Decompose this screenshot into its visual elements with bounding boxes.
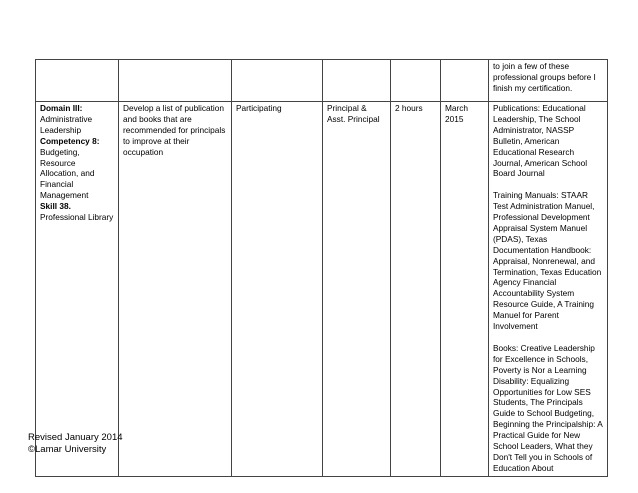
- domain-name: Administrative Leadership: [40, 113, 93, 135]
- activity-cell: [119, 102, 232, 477]
- collaborator-cell: [323, 102, 391, 477]
- resources-continuation: to join a few of these professional groups before I finish my certification.: [493, 61, 596, 93]
- table-cell: [323, 60, 391, 102]
- time-text: 2 hours: [395, 103, 423, 113]
- resources-publications: Publications: Educational Leadership, The School Administrator, NASSP Bulletin, American Educational Research Journal, American School Board Journal: [493, 103, 588, 179]
- footer-revised: Revised January 2014: [28, 432, 123, 443]
- standard-cell: [36, 102, 119, 477]
- resources-manuals: Training Manuals: STAAR Test Administration Manuel, Professional Development Appraisal System Manuel (PDAS), Texas Documentation Handbook: Appraisal, Nonrenewal, and Termination, Texas Education Agency Financial Accountability System Resource Guide, A Training Manuel for Parent Involvement: [493, 190, 602, 332]
- competency-title: Competency 8:: [40, 135, 100, 146]
- date-text: March 2015: [445, 103, 469, 124]
- resources-cell: [489, 102, 608, 477]
- table-cell: [391, 60, 441, 102]
- paragraph-gap: [493, 332, 603, 343]
- footer-copyright: ©Lamar University: [28, 444, 107, 455]
- skill-name: Professional Library: [40, 212, 114, 223]
- competency-name: Budgeting, Resource Allocation, and Financial Management: [40, 146, 95, 201]
- role-cell: [232, 102, 323, 477]
- resources-cell: [489, 60, 608, 102]
- field-experience-table: [35, 59, 608, 477]
- table-cell: [232, 60, 323, 102]
- table-row: [36, 102, 608, 477]
- skill-title: Skill 38.: [40, 201, 71, 212]
- table-row: [36, 60, 608, 102]
- role-text: Participating: [236, 103, 282, 113]
- table-cell: [441, 60, 489, 102]
- activity-text: Develop a list of publication and books that are recommended for principals to improve at their occupation: [123, 103, 226, 157]
- table-cell: [119, 60, 232, 102]
- resources-books: Books: Creative Leadership for Excellence in Schools, Poverty is Nor a Learning Disability: Equalizing Opportunities for Low SES Students, The Principals Guide to School Budgeting, Beginning the Principalship: A Practical Guide for New School Leaders, What they Don't Tell you in Schools of Education About: [493, 342, 603, 473]
- collaborator-text: Principal & Asst. Principal: [327, 103, 380, 124]
- domain-title: Domain III:: [40, 103, 83, 113]
- paragraph-gap: [493, 179, 603, 190]
- table-cell: [36, 60, 119, 102]
- time-cell: [391, 102, 441, 477]
- date-cell: [441, 102, 489, 477]
